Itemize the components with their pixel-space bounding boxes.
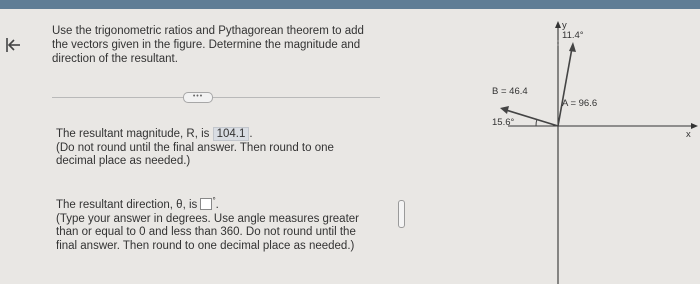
part2-suffix: . xyxy=(215,199,219,211)
back-button[interactable] xyxy=(2,34,24,56)
degree-unit: ° xyxy=(212,196,216,205)
divider xyxy=(52,97,380,98)
vector-a-line xyxy=(558,48,572,126)
y-axis-label: y xyxy=(562,20,567,31)
vector-b-label: B = 46.4 xyxy=(492,86,528,97)
question-panel xyxy=(38,9,382,284)
part1-block xyxy=(56,127,376,169)
top-bar xyxy=(0,0,700,9)
x-axis-label: x xyxy=(686,129,691,140)
vector-figure xyxy=(478,10,700,284)
part2-note: (Type your answer in degrees. Use angle measures greater than or equal to 0 and less than 360. Do not round until the final answer. Then round to one decimal place as needed.) xyxy=(56,212,359,252)
part2-prefix: The resultant direction, θ, is xyxy=(56,199,198,211)
magnitude-answer[interactable]: 104.1 xyxy=(213,127,250,141)
panel-resize-handle[interactable] xyxy=(398,200,405,228)
part1-suffix: . xyxy=(249,128,253,140)
part2-block xyxy=(56,194,376,253)
angle-a-label: 11.4° xyxy=(562,30,584,41)
vector-b-arrowhead xyxy=(500,106,509,114)
more-button[interactable]: ••• xyxy=(183,92,213,103)
back-arrow-icon xyxy=(2,34,24,56)
part1-prefix: The resultant magnitude, R, is xyxy=(56,128,210,140)
direction-answer-input[interactable] xyxy=(200,198,212,210)
question-instructions: Use the trigonometric ratios and Pythagorean theorem to add the vectors given in the figure. Determine the magnitude and direction of the resultant. xyxy=(52,25,364,65)
vector-a-label: A = 96.6 xyxy=(562,98,598,109)
y-axis-arrowhead xyxy=(555,21,561,28)
x-axis-arrowhead xyxy=(691,123,698,129)
angle-b-label: 15.6° xyxy=(492,117,515,128)
vector-a-arrowhead xyxy=(569,42,576,52)
part1-note: (Do not round until the final answer. Then round to one decimal place as needed.) xyxy=(56,141,334,167)
vector-diagram xyxy=(478,10,700,284)
